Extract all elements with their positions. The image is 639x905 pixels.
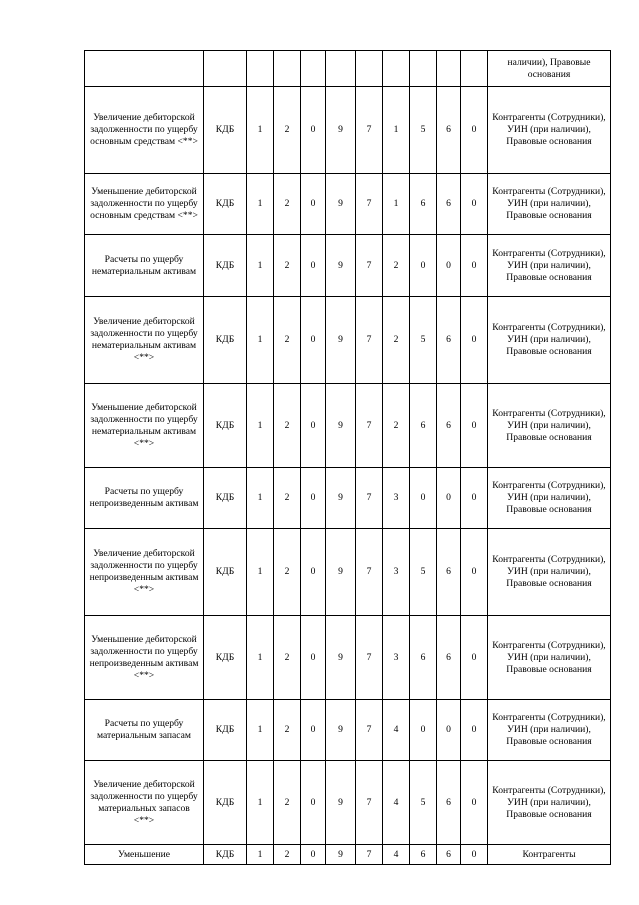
analytics-cell: наличии), Правовые основания — [488, 51, 611, 87]
digit-cell: 1 — [247, 616, 274, 700]
digit-cell: 9 — [326, 235, 356, 297]
digit-cell: 2 — [274, 384, 301, 468]
digit-cell: 9 — [326, 616, 356, 700]
digit-cell — [326, 51, 356, 87]
digit-cell: 9 — [326, 174, 356, 235]
table-row — [85, 845, 611, 865]
table-row — [85, 87, 611, 174]
digit-cell: 0 — [461, 700, 488, 761]
digit-cell: 0 — [437, 468, 461, 529]
digit-cell: 5 — [410, 761, 437, 845]
analytics-cell: Контрагенты — [488, 845, 611, 865]
table-body — [85, 51, 611, 865]
digit-cell: 5 — [410, 87, 437, 174]
code-type-cell — [204, 51, 247, 87]
code-type-cell: КДБ — [204, 235, 247, 297]
digit-cell: 1 — [247, 384, 274, 468]
digit-cell: 1 — [247, 297, 274, 384]
digit-cell: 7 — [356, 529, 383, 616]
digit-cell: 1 — [247, 845, 274, 865]
analytics-cell: Контрагенты (Сотрудники), УИН (при наличии), Правовые основания — [488, 384, 611, 468]
table-row — [85, 529, 611, 616]
digit-cell: 0 — [410, 468, 437, 529]
code-type-cell: КДБ — [204, 468, 247, 529]
digit-cell: 2 — [274, 174, 301, 235]
digit-cell: 6 — [437, 384, 461, 468]
account-name-cell — [85, 51, 204, 87]
code-type-cell: КДБ — [204, 384, 247, 468]
digit-cell: 7 — [356, 468, 383, 529]
digit-cell: 0 — [301, 297, 326, 384]
digit-cell: 0 — [301, 87, 326, 174]
digit-cell: 7 — [356, 616, 383, 700]
digit-cell: 4 — [383, 761, 410, 845]
digit-cell: 0 — [461, 616, 488, 700]
analytics-cell: Контрагенты (Сотрудники), УИН (при наличии), Правовые основания — [488, 468, 611, 529]
digit-cell: 0 — [461, 384, 488, 468]
digit-cell: 6 — [437, 297, 461, 384]
digit-cell: 0 — [461, 845, 488, 865]
digit-cell: 6 — [437, 845, 461, 865]
digit-cell — [301, 51, 326, 87]
digit-cell: 5 — [410, 529, 437, 616]
digit-cell: 7 — [356, 761, 383, 845]
digit-cell: 0 — [301, 384, 326, 468]
digit-cell: 0 — [461, 297, 488, 384]
account-name-cell: Увеличение дебиторской задолженности по ущербу материальных запасов <**> — [85, 761, 204, 845]
digit-cell: 1 — [247, 761, 274, 845]
account-name-cell: Увеличение дебиторской задолженности по ущербу нематериальным активам <**> — [85, 297, 204, 384]
digit-cell: 0 — [461, 529, 488, 616]
code-type-cell: КДБ — [204, 87, 247, 174]
digit-cell: 3 — [383, 616, 410, 700]
digit-cell: 7 — [356, 174, 383, 235]
digit-cell: 0 — [301, 529, 326, 616]
account-name-cell: Расчеты по ущербу нематериальным активам — [85, 235, 204, 297]
digit-cell: 1 — [383, 174, 410, 235]
table-row — [85, 235, 611, 297]
digit-cell: 0 — [301, 845, 326, 865]
digit-cell: 2 — [274, 616, 301, 700]
digit-cell — [356, 51, 383, 87]
digit-cell: 9 — [326, 529, 356, 616]
table-row-partial — [85, 51, 611, 87]
digit-cell — [247, 51, 274, 87]
account-name-cell: Уменьшение дебиторской задолженности по ущербу нематериальным активам <**> — [85, 384, 204, 468]
digit-cell: 6 — [437, 761, 461, 845]
account-name-cell: Уменьшение дебиторской задолженности по ущербу непроизведенным активам <**> — [85, 616, 204, 700]
digit-cell: 2 — [274, 235, 301, 297]
digit-cell: 1 — [247, 529, 274, 616]
digit-cell: 0 — [461, 174, 488, 235]
account-name-cell: Уменьшение дебиторской задолженности по ущербу основным средствам <**> — [85, 174, 204, 235]
digit-cell: 6 — [437, 616, 461, 700]
digit-cell: 9 — [326, 468, 356, 529]
digit-cell: 2 — [274, 297, 301, 384]
digit-cell: 2 — [274, 468, 301, 529]
digit-cell — [383, 51, 410, 87]
digit-cell: 6 — [437, 529, 461, 616]
digit-cell: 2 — [274, 87, 301, 174]
digit-cell: 7 — [356, 235, 383, 297]
account-name-cell: Расчеты по ущербу материальным запасам — [85, 700, 204, 761]
digit-cell: 6 — [410, 384, 437, 468]
digit-cell: 0 — [410, 235, 437, 297]
analytics-cell: Контрагенты (Сотрудники), УИН (при наличии), Правовые основания — [488, 616, 611, 700]
table-row — [85, 616, 611, 700]
digit-cell: 0 — [461, 235, 488, 297]
analytics-cell: Контрагенты (Сотрудники), УИН (при наличии), Правовые основания — [488, 87, 611, 174]
table-row — [85, 700, 611, 761]
digit-cell: 1 — [247, 235, 274, 297]
analytics-cell: Контрагенты (Сотрудники), УИН (при наличии), Правовые основания — [488, 761, 611, 845]
digit-cell: 7 — [356, 384, 383, 468]
digit-cell — [437, 51, 461, 87]
digit-cell: 2 — [274, 529, 301, 616]
digit-cell: 0 — [301, 235, 326, 297]
digit-cell: 2 — [274, 700, 301, 761]
code-type-cell: КДБ — [204, 616, 247, 700]
digit-cell — [410, 51, 437, 87]
digit-cell: 9 — [326, 87, 356, 174]
digit-cell: 0 — [461, 468, 488, 529]
code-type-cell: КДБ — [204, 761, 247, 845]
table-row — [85, 297, 611, 384]
digit-cell: 7 — [356, 845, 383, 865]
code-type-cell: КДБ — [204, 297, 247, 384]
analytics-cell: Контрагенты (Сотрудники), УИН (при наличии), Правовые основания — [488, 297, 611, 384]
digit-cell: 7 — [356, 87, 383, 174]
table-row — [85, 761, 611, 845]
table-row — [85, 174, 611, 235]
digit-cell: 7 — [356, 700, 383, 761]
account-table — [84, 50, 611, 865]
digit-cell: 2 — [274, 761, 301, 845]
digit-cell — [461, 51, 488, 87]
digit-cell: 5 — [410, 297, 437, 384]
digit-cell: 9 — [326, 845, 356, 865]
code-type-cell: КДБ — [204, 845, 247, 865]
digit-cell: 4 — [383, 700, 410, 761]
digit-cell: 1 — [247, 468, 274, 529]
analytics-cell: Контрагенты (Сотрудники), УИН (при наличии), Правовые основания — [488, 700, 611, 761]
digit-cell: 0 — [301, 616, 326, 700]
code-type-cell: КДБ — [204, 700, 247, 761]
digit-cell: 2 — [383, 235, 410, 297]
digit-cell: 9 — [326, 384, 356, 468]
account-name-cell: Расчеты по ущербу непроизведенным активам — [85, 468, 204, 529]
digit-cell: 1 — [247, 87, 274, 174]
digit-cell: 1 — [383, 87, 410, 174]
digit-cell: 0 — [437, 700, 461, 761]
analytics-cell: Контрагенты (Сотрудники), УИН (при наличии), Правовые основания — [488, 529, 611, 616]
digit-cell: 9 — [326, 761, 356, 845]
account-name-cell: Уменьшение — [85, 845, 204, 865]
account-name-cell: Увеличение дебиторской задолженности по ущербу непроизведенным активам <**> — [85, 529, 204, 616]
code-type-cell: КДБ — [204, 529, 247, 616]
digit-cell: 7 — [356, 297, 383, 384]
analytics-cell: Контрагенты (Сотрудники), УИН (при наличии), Правовые основания — [488, 174, 611, 235]
digit-cell: 9 — [326, 297, 356, 384]
digit-cell: 2 — [383, 297, 410, 384]
digit-cell: 6 — [410, 616, 437, 700]
digit-cell: 0 — [301, 468, 326, 529]
digit-cell: 0 — [461, 761, 488, 845]
digit-cell: 0 — [301, 761, 326, 845]
digit-cell: 2 — [383, 384, 410, 468]
digit-cell: 9 — [326, 700, 356, 761]
table-row — [85, 468, 611, 529]
digit-cell: 0 — [461, 87, 488, 174]
digit-cell: 3 — [383, 529, 410, 616]
table-row — [85, 384, 611, 468]
digit-cell: 3 — [383, 468, 410, 529]
digit-cell: 0 — [301, 700, 326, 761]
digit-cell: 0 — [410, 700, 437, 761]
digit-cell: 0 — [301, 174, 326, 235]
digit-cell: 6 — [437, 174, 461, 235]
account-name-cell: Увеличение дебиторской задолженности по ущербу основным средствам <**> — [85, 87, 204, 174]
digit-cell: 6 — [410, 174, 437, 235]
code-type-cell: КДБ — [204, 174, 247, 235]
digit-cell: 4 — [383, 845, 410, 865]
digit-cell: 0 — [437, 235, 461, 297]
digit-cell: 1 — [247, 174, 274, 235]
digit-cell: 2 — [274, 845, 301, 865]
analytics-cell: Контрагенты (Сотрудники), УИН (при наличии), Правовые основания — [488, 235, 611, 297]
digit-cell: 6 — [437, 87, 461, 174]
digit-cell: 6 — [410, 845, 437, 865]
digit-cell — [274, 51, 301, 87]
digit-cell: 1 — [247, 700, 274, 761]
